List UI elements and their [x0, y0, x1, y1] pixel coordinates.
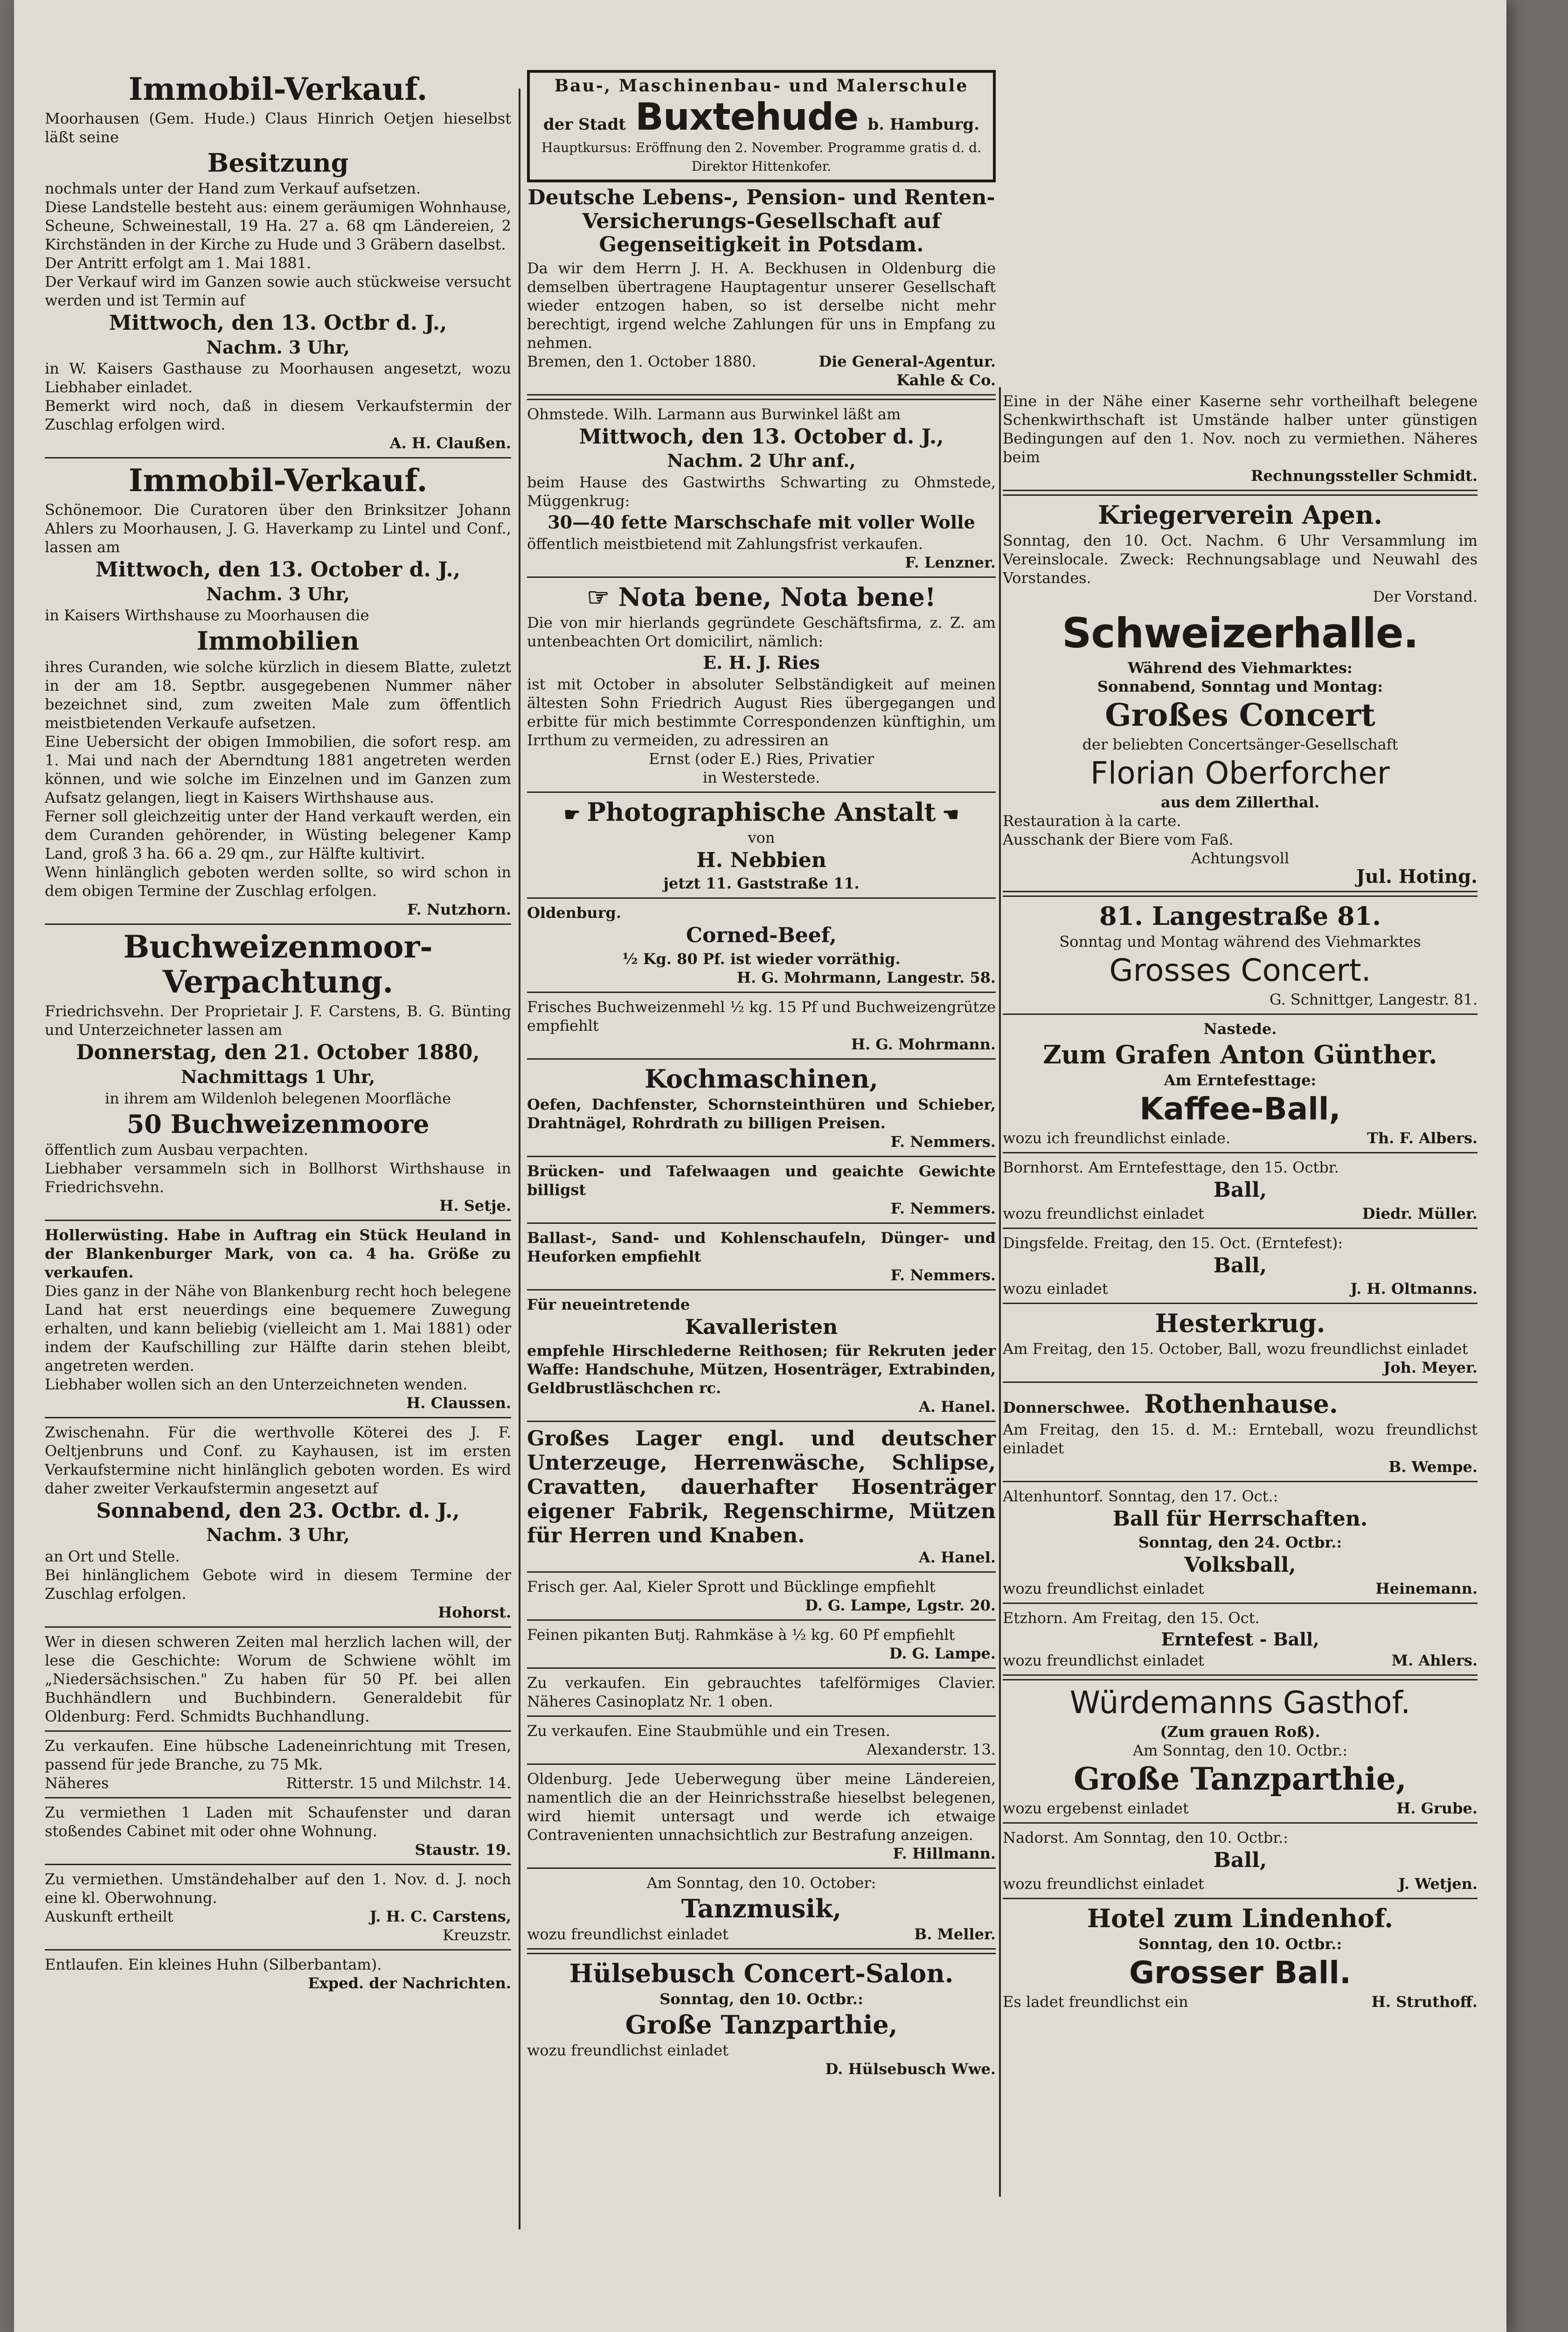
ad-text: Wenn hinlänglich geboten werden sollte, so wird schon in dem obigen Termine der Zuschlag erfolgen. [45, 863, 511, 900]
ad-text: Sonntag und Montag während des Viehmarktes [1059, 933, 1421, 951]
divider [527, 1289, 996, 1291]
ad-photographie [527, 798, 996, 893]
ad-text: J. H. C. Carstens, [369, 1907, 511, 1925]
divider [45, 1417, 511, 1418]
ad-text: Achtungsvoll [1191, 849, 1290, 868]
ad-heading: Ball, [1213, 1178, 1267, 1202]
divider [45, 923, 511, 925]
ad-signature: F. Nemmers. [890, 1132, 996, 1151]
ad-date: Donnerstag, den 21. October 1880, [76, 1041, 480, 1065]
ad-text: Moorhausen (Gem. Hude.) Claus Hinrich Oetjen hieselbst läßt seine [45, 109, 511, 146]
ad-text: Ritterstr. 15 und Milchstr. 14. [286, 1774, 511, 1792]
ad-subheading: E. H. J. Ries [703, 652, 820, 673]
ad-signature: H. Grube. [1396, 1799, 1478, 1818]
ad-lindenhof [1003, 1904, 1478, 2011]
ad-signature: H. Setje. [439, 1196, 511, 1215]
divider [527, 1571, 996, 1573]
ad-huelsebusch [527, 1959, 996, 2078]
ad-text: ihres Curanden, wie solche kürzlich in diesem Blatte, zuletzt in der am 18. Septbr. ausgegebenen Nummer näher bezeichnet sind, zum zweiten Male zum öffentlich meistbietenden Verkaufe aufsetzen. [45, 658, 511, 732]
ad-text: Nastede. [1203, 1020, 1277, 1038]
ad-staubmuehle [527, 1721, 996, 1759]
ad-heading: Ball für Herrschaften. [1112, 1507, 1368, 1531]
ad-signature: Rechnungssteller Schmidt. [1251, 467, 1478, 485]
ad-subheading: Volksball, [1184, 1553, 1296, 1577]
ad-immobil-verkauf-moorhausen [45, 72, 511, 452]
ad-time: Nachm. 3 Uhr, [206, 1524, 350, 1546]
divider [527, 1156, 996, 1157]
ad-hesterkrug [1003, 1309, 1478, 1377]
pointing-hand-left-icon: ☚ [936, 803, 959, 826]
ad-signature: F. Nutzhorn. [407, 900, 511, 918]
ad-clavier [527, 1673, 996, 1711]
pointing-hand-right-icon: ☛ [563, 803, 587, 826]
ad-text: Donnerschwee. [1003, 1399, 1131, 1417]
divider [527, 1058, 996, 1060]
ad-dingsfelde [1003, 1234, 1478, 1298]
ad-signature: G. Schnittger, Langestr. 81. [1270, 991, 1478, 1009]
ad-date: Sonnabend, den 23. Octbr. d. J., [96, 1499, 460, 1523]
column-rule [519, 89, 520, 2229]
ad-heading: Buxtehude [635, 95, 859, 139]
ad-text: Am Sonntag, den 10. October: [646, 1874, 876, 1892]
ad-heading: Hülsebusch Concert-Salon. [569, 1958, 954, 1988]
ad-text: Es ladet freundlichst ein [1003, 1992, 1188, 2011]
ad-oberwohnung [45, 1870, 511, 1944]
ad-signature: F. Lenzner. [905, 553, 996, 571]
divider [1003, 490, 1478, 496]
ad-heading: Großes Lager engl. und deutscher Unterzeuge, Herrenwäsche, Schlipse, Cravatten, dauerhafter Hosenträger eigener Fabrik, Regenschirme, Mützen für Herren und Knaben. [527, 1426, 996, 1548]
ad-signature: D. G. Lampe. [889, 1644, 996, 1662]
ad-heading: Ball, [1213, 1848, 1267, 1873]
ad-text: Bau-, Maschinenbau- und Malerschule [554, 76, 969, 96]
ad-grafen-anton-guenther [1003, 1020, 1478, 1147]
ad-signature: Heinemann. [1375, 1579, 1478, 1597]
ad-text: Ernst (oder E.) Ries, Privatier [648, 750, 874, 768]
ad-text: in W. Kaisers Gasthause zu Moorhausen angesetzt, wozu Liebhaber einladet. [45, 360, 511, 396]
ad-text: Zu verkaufen. Eine hübsche Ladeneinrichtung mit Tresen, passend für jede Branche, zu 75 Mk. [45, 1736, 511, 1773]
divider [1003, 891, 1478, 897]
ad-heading: Kriegerverein Apen. [1097, 500, 1382, 530]
divider [1003, 1381, 1478, 1383]
ad-performer: Florian Oberforcher [1090, 755, 1390, 791]
ad-heading: Tanzmusik, [681, 1893, 842, 1923]
ad-text: öffentlich zum Ausbau verpachten. [45, 1140, 309, 1159]
ad-text: Sonntag, den 10. Oct. Nachm. 6 Uhr Versammlung im Vereinslocale. Zweck: Rechnungsablage und Neuwahl des Vorstandes. [1003, 532, 1478, 587]
divider [1003, 1013, 1478, 1015]
ad-hollerwuesting [45, 1226, 511, 1412]
ad-text: ½ Kg. 80 Pf. ist wieder vorräthig. [622, 950, 901, 968]
divider [45, 1864, 511, 1865]
ad-hillmann [527, 1770, 996, 1863]
pointing-hand-icon: ☞ [587, 582, 618, 612]
ad-waagen [527, 1162, 996, 1218]
ad-text: Entlaufen. Ein kleines Huhn (Silberbantam). [45, 1955, 382, 1973]
ad-signature: Joh. Meyer. [1383, 1359, 1478, 1377]
ad-etzhorn [1003, 1609, 1478, 1670]
divider [527, 1948, 996, 1954]
ad-date: Mittwoch, den 13. Octbr d. J., [109, 311, 447, 335]
divider [527, 1222, 996, 1224]
ad-text: Oldenburg. [527, 904, 622, 922]
ad-text: Der Verkauf wird im Ganzen sowie auch stückweise versucht werden und ist Termin auf [45, 272, 511, 309]
divider [45, 1730, 511, 1732]
ad-text: Feinen pikanten Butj. Rahmkäse à ½ kg. 60 Pf empfiehlt [527, 1625, 955, 1644]
ad-time: Nachmittags 1 Uhr, [180, 1066, 375, 1087]
ad-text: Für neueintretende [527, 1295, 690, 1313]
ad-time: Nachm. 2 Uhr anf., [667, 450, 856, 472]
ad-text: Schönemoor. Die Curatoren über den Brinksitzer Johann Ahlers zu Moorhausen, J. G. Haverkamp zu Lintel und Conf., lassen am [45, 501, 511, 556]
ad-text: wozu freundlichst einladet [1003, 1874, 1204, 1893]
divider [527, 1763, 996, 1765]
ad-signature: F. Hillmann. [893, 1844, 996, 1862]
ad-signature: H. Claussen. [406, 1394, 511, 1412]
ad-text: Eine in der Nähe einer Kaserne sehr vortheilhaft belegene Schenkwirthschaft ist Umstände halber unter günstigen Bedingungen auf den 1. Nov. noch zu vermiethen. Näheres beim [1003, 392, 1478, 466]
newspaper-page [14, 0, 1506, 2332]
ad-text: beim Hause des Gastwirths Schwarting zu Ohmstede, Müggenkrug: [527, 473, 996, 510]
ad-subheading: Große Tanzparthie, [1074, 1761, 1407, 1798]
ad-buxtehude [527, 70, 996, 182]
ad-text: Am Erntefesttage: [1164, 1071, 1317, 1090]
ad-corned-beef [527, 903, 996, 987]
divider [527, 897, 996, 899]
ad-heading: 81. Langestraße 81. [1099, 901, 1381, 931]
ad-kavalleristen [527, 1295, 996, 1416]
ad-heading: Rothenhause. [1144, 1389, 1338, 1419]
divider [527, 1421, 996, 1422]
ad-text: empfehle Hirschlederne Reithosen; für Rekruten jeder Waffe: Handschuhe, Mützen, Hosenträger, Extrabinden, Geldbrustläschchen rc. [527, 1341, 996, 1397]
ad-text: Am Sonntag, den 10. Octbr.: [1132, 1742, 1348, 1760]
ad-tanzmusik [527, 1874, 996, 1943]
divider [527, 1867, 996, 1869]
ad-text: in Westerstede. [702, 768, 820, 786]
ad-text: b. Hamburg. [867, 115, 979, 134]
ad-signature: H. G. Mohrmann, Langestr. 58. [736, 968, 996, 986]
ad-schweizerhalle [1003, 610, 1478, 886]
divider [527, 992, 996, 993]
ad-text: wozu einladet [1003, 1280, 1108, 1298]
ad-niedersaechsischen [45, 1632, 511, 1726]
ad-text: Zwischenahn. Für die werthvolle Köterei des J. F. Oeltjenbruns und Conf. zu Kayhausen, ist im ersten Verkaufstermine nicht hinlänglich geboten worden. Es wird daher zweiter Verkaufstermin angesetzt auf [45, 1423, 511, 1497]
ad-signature: Hohorst. [438, 1603, 511, 1621]
ad-heading: Kochmaschinen, [645, 1063, 878, 1094]
ad-laden-vermiethen [45, 1803, 511, 1859]
ad-signature: M. Ahlers. [1391, 1652, 1478, 1670]
ad-ladeneinrichtung [45, 1736, 511, 1792]
ad-signature: Der Vorstand. [1373, 588, 1478, 606]
ad-subheading: 50 Buchweizenmoore [126, 1109, 430, 1139]
column-middle [527, 70, 996, 2082]
ad-text: Dingsfelde. Freitag, den 15. Oct. (Erntefest): [1003, 1234, 1343, 1252]
column-right [1003, 392, 1478, 2015]
column-rule [999, 387, 1001, 2197]
ad-signature: B. Wempe. [1388, 1458, 1478, 1476]
ad-subheading: Grosses Concert. [1109, 952, 1371, 989]
ad-signature: Diedr. Müller. [1362, 1204, 1478, 1222]
divider [45, 457, 511, 458]
ad-text: wozu freundlichst einladet [1003, 1204, 1204, 1222]
ad-heading: Erntefest - Ball, [1161, 1628, 1319, 1650]
ad-text: wozu ergebenst einladet [1003, 1799, 1189, 1818]
ad-text: Sonnabend, Sonntag und Montag: [1097, 678, 1383, 696]
ad-rothenhause [1003, 1388, 1478, 1476]
divider [1003, 1303, 1478, 1304]
ad-versicherung-potsdam [527, 186, 996, 389]
ad-text: Da wir dem Herrn J. H. A. Beckhusen in Oldenburg die demselben übertragene Hauptagentur unserer Gesellschaft wieder entzogen haben, so ist derselbe nicht mehr berechtigt, irgend welche Zahlungen für uns in Empfang zu nehmen. [527, 259, 996, 352]
ad-text: Hauptkursus: Eröffnung den 2. November. Programme gratis d. d. Direktor Hittenkofer. [541, 140, 981, 174]
ad-heading: Immobil-Verkauf. [128, 71, 428, 107]
ad-heading: Immobil-Verkauf. [128, 462, 428, 499]
ad-wuerdemanns-gasthof [1003, 1685, 1478, 1818]
ad-text: Die von mir hierlands gegründete Geschäftsfirma, z. Z. am untenbeachten Ort domicilirt, nämlich: [527, 613, 996, 650]
divider [527, 791, 996, 793]
ad-text: Bornhorst. Am Erntefesttage, den 15. Octbr. [1003, 1159, 1339, 1177]
ad-time: Nachm. 3 Uhr, [206, 336, 350, 358]
ad-signature: Exped. der Nachrichten. [308, 1974, 511, 1992]
ad-text: von [748, 828, 775, 847]
ad-nota-bene [527, 583, 996, 787]
ad-signature: F. Nemmers. [890, 1266, 996, 1284]
ad-schaufeln [527, 1228, 996, 1284]
ad-bornhorst [1003, 1158, 1478, 1223]
ad-text: Ohmstede. Wilh. Larmann aus Burwinkel läßt am [527, 405, 901, 423]
divider [527, 394, 996, 400]
ad-subheading: 30—40 fette Marschschafe mit voller Wolle [548, 512, 975, 533]
column-left [45, 70, 511, 1996]
ad-text: Ferner soll gleichzeitig unter der Hand verkauft werden, ein dem Curanden gehörender, in Wüsting belegener Kamp Land, groß 3 ha. 66 a. 29 qm., zur Hälfte kultivirt. [45, 807, 511, 862]
ad-text: Etzhorn. Am Freitag, den 15. Oct. [1003, 1609, 1260, 1627]
ad-text: wozu freundlichst einladet [1003, 1652, 1204, 1670]
ad-text: Während des Viehmarktes: [1128, 659, 1353, 677]
ad-signature: F. Nemmers. [890, 1199, 996, 1217]
ad-date: Mittwoch, den 13. October d. J., [95, 558, 461, 582]
ad-heading: Würdemanns Gasthof. [1069, 1685, 1411, 1721]
ad-entlaufen [45, 1955, 511, 1992]
ad-text: Sonntag, den 10. Octbr.: [1138, 1935, 1342, 1953]
ad-text: Zu verkaufen. Eine Staubmühle und ein Tresen. [527, 1721, 890, 1740]
divider [1003, 1603, 1478, 1604]
divider [527, 1667, 996, 1669]
ad-kriegerverein [1003, 500, 1478, 606]
ad-subheading: H. Nebbien [696, 848, 826, 872]
ad-signature: Alexanderstr. 13. [866, 1740, 996, 1758]
divider [45, 1797, 511, 1798]
ad-subheading: Kaffee-Ball, [1139, 1091, 1341, 1127]
divider [1003, 1152, 1478, 1153]
ad-text: Am Freitag, den 15. d. M.: Ernteball, wozu freundlichst einladet [1003, 1421, 1478, 1458]
ad-text: Ballast-, Sand- und Kohlenschaufeln, Dünger- und Heuforken empfiehlt [527, 1228, 996, 1265]
ad-text: Näheres [45, 1774, 109, 1792]
ad-text: Oldenburg. Jede Ueberwegung über meine Ländereien, namentlich die an der Heinrichsstraße hieselbst belegenen, wird hiemit untersagt und werde ich etwaige Contravenienten unnachsichtlich zur Bestrafung anzeigen. [527, 1770, 996, 1844]
divider [45, 1949, 511, 1950]
ad-subheading: Großes Concert [1105, 697, 1375, 734]
ad-subheading: Besitzung [207, 147, 349, 178]
ad-text: Oefen, Dachfenster, Schornsteinthüren und Schieber, Drahtnägel, Rohrdrath zu billigen Preisen. [527, 1095, 996, 1132]
ad-text: Zu vermiethen 1 Laden mit Schaufenster und daran stoßendes Cabinet mit oder ohne Wohnung. [45, 1803, 511, 1840]
ad-text: Wer in diesen schweren Zeiten mal herzlich lachen will, der lese die Geschichte: Worum de Schwiene wöhlt im „Niedersächsischen." Zu haben für 50 Pf. bei allen Buchhändlern und Buchbindern. Generaldebit für Oldenburg: Ferd. Schmidts Buchhandlung. [45, 1632, 511, 1725]
ad-altenhuntorf [1003, 1487, 1478, 1597]
divider [527, 1715, 996, 1717]
ad-rahmkaese [527, 1625, 996, 1663]
ad-text: (Zum grauen Roß). [1160, 1723, 1320, 1741]
ad-heading: Deutsche Lebens-, Pension- und Renten-Versicherungs-Gesellschaft auf Gegenseitigkeit in Potsdam. [527, 186, 995, 257]
ad-text: Bremen, den 1. October 1880. [527, 352, 756, 370]
ad-signature: J. Wetjen. [1398, 1874, 1478, 1893]
divider [1003, 1674, 1478, 1680]
divider [45, 1626, 511, 1628]
ad-subheading: Große Tanzparthie, [625, 2009, 898, 2040]
ad-signature: Th. F. Albers. [1367, 1129, 1478, 1147]
ad-heading: Corned-Beef, [686, 923, 837, 948]
ad-text: jetzt 11. Gaststraße 11. [663, 874, 860, 893]
ad-signature: Jul. Hoting. [1356, 866, 1478, 888]
ad-signature: Kahle & Co. [896, 371, 996, 389]
ad-heading: Zum Grafen Anton Günther. [1043, 1040, 1437, 1070]
ad-signature: Staustr. 19. [415, 1840, 511, 1859]
ad-aal [527, 1577, 996, 1615]
ad-text: Frisches Buchweizenmehl ½ kg. 15 Pf und Buchweizengrütze empfiehlt [527, 998, 996, 1034]
ad-zwischenahn [45, 1423, 511, 1622]
ad-text: Zu vermiethen. Umständehalber auf den 1. Nov. d. J. noch eine kl. Oberwohnung. [45, 1870, 511, 1907]
ad-signature: Die General-Agentur. [819, 352, 996, 370]
ad-text: Nadorst. Am Sonntag, den 10. Octbr.: [1003, 1829, 1289, 1847]
ad-text: nochmals unter der Hand zum Verkauf aufsetzen. [45, 179, 421, 197]
ad-text: in Kaisers Wirthshause zu Moorhausen die [45, 606, 369, 625]
ad-nadorst [1003, 1828, 1478, 1893]
ad-lager-hanel [527, 1427, 996, 1567]
ad-langestrasse-81 [1003, 902, 1478, 1009]
ad-text: Auskunft ertheilt [45, 1907, 173, 1925]
ad-text: aus dem Zillerthal. [1160, 793, 1319, 812]
ad-date: Mittwoch, den 13. October d. J., [579, 424, 944, 449]
ad-buchweizenmoor [45, 930, 511, 1215]
ad-heading: Hotel zum Lindenhof. [1087, 1903, 1393, 1933]
ad-heading: Ball, [1213, 1253, 1267, 1277]
ad-text: Altenhuntorf. Sonntag, den 17. Oct.: [1003, 1487, 1278, 1506]
ad-signature: H. G. Mohrmann. [851, 1035, 996, 1053]
ad-buchweizenmehl [527, 998, 996, 1054]
ad-signature: D. Hülsebusch Wwe. [825, 2060, 996, 2078]
ad-signature: D. G. Lampe, Lgstr. 20. [805, 1596, 996, 1614]
divider [527, 576, 996, 578]
ad-text: Friedrichsvehn. Der Proprietair J. F. Carstens, B. G. Bünting und Unterzeichneter lassen am [45, 1002, 511, 1039]
ad-text: Am Freitag, den 15. October, Ball, wozu freundlichst einladet [1003, 1340, 1468, 1358]
ad-text: an Ort und Stelle. [45, 1547, 180, 1565]
ad-text: Frisch ger. Aal, Kieler Sprott und Bücklinge empfiehlt [527, 1577, 936, 1596]
ad-text: ist mit October in absoluter Selbständigkeit auf meinen ältesten Sohn Friedrich August Ries übergegangen und erbitte für mich bestimmte Correspondenzen künftighin, um Irrthum zu vermeiden, zu adressiren an [527, 675, 996, 749]
ad-signature: J. H. Oltmanns. [1350, 1280, 1478, 1298]
ad-signature: A. Hanel. [919, 1397, 996, 1416]
ad-heading: Schweizerhalle. [1062, 609, 1419, 658]
ad-text: Ausschank der Biere vom Faß. [1003, 831, 1234, 849]
ad-text: Bei hinlänglichem Gebote wird in diesem Termine der Zuschlag erfolgen. [45, 1566, 511, 1603]
ad-schenkwirthschaft [1003, 392, 1478, 485]
divider [45, 1220, 511, 1221]
ad-text: wozu freundlichst einladet [527, 2041, 728, 2059]
ad-text: Hollerwüsting. Habe in Auftrag ein Stück Heuland in der Blankenburger Mark, von ca. 4 ha. Größe zu verkaufen. [45, 1226, 511, 1281]
ad-signature: A. Hanel. [919, 1548, 996, 1566]
ad-signature: H. Struthoff. [1371, 1992, 1478, 2011]
ad-heading: Hesterkrug. [1155, 1308, 1325, 1339]
ad-signature: B. Meller. [914, 1925, 996, 1943]
ad-text: Liebhaber versammeln sich in Bollhorst Wirthshause in Friedrichsvehn. [45, 1159, 511, 1196]
ad-text: Liebhaber wollen sich an den Unterzeichneten wenden. [45, 1375, 468, 1393]
ad-text: in ihrem am Wildenloh belegenen Moorfläche [104, 1089, 451, 1107]
ad-subheading: Immobilien [196, 626, 360, 656]
ad-subheading: Grosser Ball. [1129, 1954, 1352, 1991]
ad-text: wozu ich freundlichst einlade. [1003, 1129, 1231, 1147]
ad-text: der beliebten Concertsänger-Gesellschaft [1082, 736, 1398, 754]
ad-text: Kreuzstr. [443, 1926, 511, 1944]
ad-text: wozu freundlichst einladet [527, 1925, 728, 1943]
ad-heading: ☞ Nota bene, Nota bene! [587, 582, 936, 612]
divider [527, 1619, 996, 1621]
divider [1003, 1481, 1478, 1482]
ad-text: Diese Landstelle besteht aus: einem geräumigen Wohnhause, Scheune, Schweinestall, 19 Ha. 27 a. 68 qm Ländereien, 2 Kirchständen in der Kirche zu Hude und 3 Gräbern daselbst. [45, 198, 511, 253]
ad-heading: ☛ Photographische Anstalt ☚ [563, 797, 959, 827]
ad-text: Zu verkaufen. Ein gebrauchtes tafelförmiges Clavier. Näheres Casinoplatz Nr. 1 oben. [527, 1673, 996, 1710]
ad-text: Sonntag, den 24. Octbr.: [1138, 1534, 1342, 1551]
ad-text: Sonntag, den 10. Octbr.: [659, 1990, 863, 2008]
ad-signature: A. H. Claußen. [389, 434, 511, 452]
ad-text: Eine Uebersicht der obigen Immobilien, die sofort resp. am 1. Mai und nach der Aberndtung 1881 angetreten werden können, und wie solche im Einzelnen und im Ganzen zum Aufsatz gelangen, liegt in Kaisers Wirthshause aus. [45, 732, 511, 806]
ad-text: Dies ganz in der Nähe von Blankenburg recht hoch belegene Land hat erst neuerdings eine bequemere Zuwegung erhalten, und kann beliebig (vielleicht am 1. Mai 1881) oder indem der Kaufschilling zur Hälfte darin stehen bleibt, angetreten werden. [45, 1282, 511, 1374]
ad-text: Der Antritt erfolgt am 1. Mai 1881. [45, 254, 312, 272]
ad-text: öffentlich meistbietend mit Zahlungsfrist verkaufen. [527, 534, 923, 553]
ad-text: wozu freundlichst einladet [1003, 1579, 1204, 1597]
divider [1003, 1822, 1478, 1824]
ad-kochmaschinen [527, 1064, 996, 1151]
divider [1003, 1228, 1478, 1229]
divider [1003, 1898, 1478, 1899]
ad-text: Bemerkt wird noch, daß in diesem Verkaufstermin der Zuschlag erfolgen wird. [45, 397, 511, 434]
ad-text: Brücken- und Tafelwaagen und geaichte Gewichte billigst [527, 1162, 996, 1199]
ad-text: Restauration à la carte. [1003, 812, 1181, 830]
ad-time: Nachm. 3 Uhr, [206, 583, 350, 604]
ad-heading: Kavalleristen [685, 1315, 838, 1339]
ad-text: der Stadt [543, 115, 626, 134]
ad-heading: Buchweizenmoor-Verpachtung. [123, 928, 433, 1000]
ad-immobil-verkauf-schoenemoor [45, 463, 511, 918]
ad-ohmstede [527, 405, 996, 572]
